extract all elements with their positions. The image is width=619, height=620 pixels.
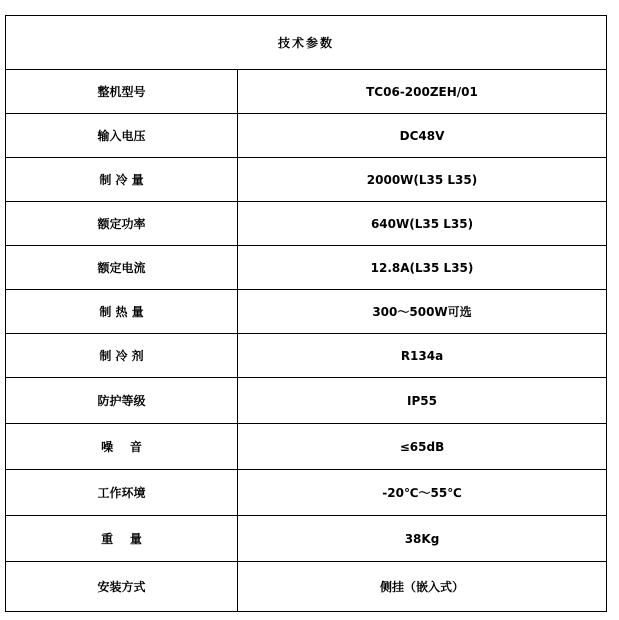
row-value: 640W(L35 L35) (238, 202, 607, 246)
row-label: 安装方式 (6, 562, 238, 612)
row-label: 制 冷 剂 (6, 334, 238, 378)
row-value: 300～500W可选 (238, 290, 607, 334)
row-label: 整机型号 (6, 70, 238, 114)
table-row (6, 158, 607, 202)
spec-table (5, 15, 607, 612)
row-value: DC48V (238, 114, 607, 158)
row-value: 38Kg (238, 516, 607, 562)
table-row (6, 516, 607, 562)
table-row (6, 562, 607, 612)
row-label: 重 量 (6, 516, 238, 562)
row-value: 侧挂（嵌入式） (238, 562, 607, 612)
row-value: 2000W(L35 L35) (238, 158, 607, 202)
table-row (6, 70, 607, 114)
row-value: IP55 (238, 378, 607, 424)
row-value: ≤65dB (238, 424, 607, 470)
row-value: -20℃～55℃ (238, 470, 607, 516)
table-title: 技术参数 (6, 16, 607, 70)
row-label: 制 热 量 (6, 290, 238, 334)
table-row (6, 202, 607, 246)
row-value: 12.8A(L35 L35) (238, 246, 607, 290)
table-row (6, 114, 607, 158)
row-label: 防护等级 (6, 378, 238, 424)
row-label: 输入电压 (6, 114, 238, 158)
row-value: R134a (238, 334, 607, 378)
table-row (6, 378, 607, 424)
row-label: 噪 音 (6, 424, 238, 470)
row-label: 制 冷 量 (6, 158, 238, 202)
row-label: 额定功率 (6, 202, 238, 246)
table-row (6, 334, 607, 378)
table-row (6, 246, 607, 290)
table-row (6, 470, 607, 516)
row-label: 额定电流 (6, 246, 238, 290)
row-label: 工作环境 (6, 470, 238, 516)
table-row (6, 290, 607, 334)
row-value: TC06-200ZEH/01 (238, 70, 607, 114)
table-row (6, 424, 607, 470)
table-title-row (6, 16, 607, 70)
